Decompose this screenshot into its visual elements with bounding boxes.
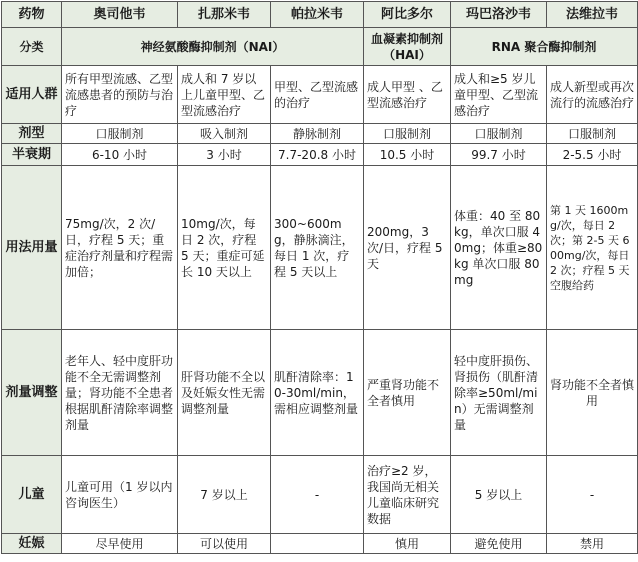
- pregnancy-label: 妊娠: [2, 534, 62, 554]
- usage-cell: 体重：40 至 80kg，单次口服 40mg；体重≥80kg 单次口服 80mg: [451, 166, 547, 330]
- children-cell: -: [271, 456, 364, 534]
- pregnancy-cell: 慎用: [364, 534, 451, 554]
- usage-cell: 75mg/次，2 次/日，疗程 5 天；重症治疗剂量和疗程需加倍；: [62, 166, 178, 330]
- half-life-cell: 2-5.5 小时: [547, 144, 638, 166]
- dosage-form-cell: 口服制剂: [547, 124, 638, 144]
- usage-row: [2, 166, 638, 330]
- children-row: [2, 456, 638, 534]
- half-life-cell: 99.7 小时: [451, 144, 547, 166]
- usage-cell: 10mg/次，每日 2 次，疗程 5 天；重症可延长 10 天以上: [178, 166, 271, 330]
- half-life-cell: 3 小时: [178, 144, 271, 166]
- dosage-form-cell: 口服制剂: [364, 124, 451, 144]
- dose-adjust-cell: 肾功能不全者慎用: [547, 330, 638, 456]
- usage-cell: 第 1 天 1600mg/次，每日 2 次；第 2-5 天 600mg/次，每日 2 次；疗程 5 天 空腹给药: [547, 166, 638, 330]
- pregnancy-cell: 可以使用: [178, 534, 271, 554]
- pregnancy-cell: 避免使用: [451, 534, 547, 554]
- dose-adjust-cell: 严重肾功能不全者慎用: [364, 330, 451, 456]
- dosage-form-cell: 静脉制剂: [271, 124, 364, 144]
- children-cell: 治疗≥2 岁，我国尚无相关儿童临床研究数据: [364, 456, 451, 534]
- category-hai: 血凝素抑制剂（HAI）: [364, 28, 451, 66]
- dosage-form-row: [2, 124, 638, 144]
- dose-adjust-row: [2, 330, 638, 456]
- population-cell: 成人和 7 岁以上儿童甲型、乙型流感治疗: [178, 66, 271, 124]
- usage-label: 用法用量: [2, 166, 62, 330]
- dosage-form-cell: 口服制剂: [62, 124, 178, 144]
- pregnancy-cell: 尽早使用: [62, 534, 178, 554]
- dose-adjust-cell: 轻中度肝损伤、肾损伤（肌酐清除率≥50ml/min）无需调整剂量: [451, 330, 547, 456]
- population-label: 适用人群: [2, 66, 62, 124]
- header-drug-arbidol: 阿比多尔: [364, 2, 451, 28]
- children-cell: 7 岁以上: [178, 456, 271, 534]
- population-cell: 成人甲型 、乙型流感治疗: [364, 66, 451, 124]
- dosage-form-label: 剂型: [2, 124, 62, 144]
- population-row: [2, 66, 638, 124]
- category-rna: RNA 聚合酶抑制剂: [451, 28, 638, 66]
- category-row: [2, 28, 638, 66]
- drug-comparison-table: [1, 1, 638, 554]
- children-cell: 5 岁以上: [451, 456, 547, 534]
- dose-adjust-cell: 老年人、轻中度肝功能不全无需调整剂量；肾功能不全患者根据肌酐清除率调整剂量: [62, 330, 178, 456]
- dose-adjust-cell: 肝肾功能不全以及妊娠女性无需调整剂量: [178, 330, 271, 456]
- header-drug-baloxavir: 玛巴洛沙韦: [451, 2, 547, 28]
- category-label: 分类: [2, 28, 62, 66]
- population-cell: 甲型、乙型流感的治疗: [271, 66, 364, 124]
- header-drug-zanamivir: 扎那米韦: [178, 2, 271, 28]
- children-cell: 儿童可用（1 岁以内咨询医生）: [62, 456, 178, 534]
- dose-adjust-label: 剂量调整: [2, 330, 62, 456]
- header-drug-peramivir: 帕拉米韦: [271, 2, 364, 28]
- usage-cell: 300~600mg，静脉滴注，每日 1 次，疗程 5 天以上: [271, 166, 364, 330]
- children-cell: -: [547, 456, 638, 534]
- header-row: [2, 2, 638, 28]
- half-life-cell: 7.7-20.8 小时: [271, 144, 364, 166]
- pregnancy-row: [2, 534, 638, 554]
- population-cell: 成人和≥5 岁儿童甲型、乙型流感治疗: [451, 66, 547, 124]
- population-cell: 所有甲型流感、乙型流感患者的预防与治疗: [62, 66, 178, 124]
- dose-adjust-cell: 肌酐清除率：10-30ml/min，需相应调整剂量: [271, 330, 364, 456]
- dosage-form-cell: 口服制剂: [451, 124, 547, 144]
- half-life-label: 半衰期: [2, 144, 62, 166]
- half-life-cell: 10.5 小时: [364, 144, 451, 166]
- dosage-form-cell: 吸入制剂: [178, 124, 271, 144]
- population-cell: 成人新型或再次流行的流感治疗: [547, 66, 638, 124]
- half-life-row: [2, 144, 638, 166]
- pregnancy-cell: [271, 534, 364, 554]
- pregnancy-cell: 禁用: [547, 534, 638, 554]
- header-drug-favipiravir: 法维拉韦: [547, 2, 638, 28]
- header-drug-oseltamivir: 奥司他韦: [62, 2, 178, 28]
- usage-cell: 200mg，3 次/日，疗程 5 天: [364, 166, 451, 330]
- header-drug-label: 药物: [2, 2, 62, 28]
- children-label: 儿童: [2, 456, 62, 534]
- half-life-cell: 6-10 小时: [62, 144, 178, 166]
- category-nai: 神经氨酸酶抑制剂（NAI）: [62, 28, 364, 66]
